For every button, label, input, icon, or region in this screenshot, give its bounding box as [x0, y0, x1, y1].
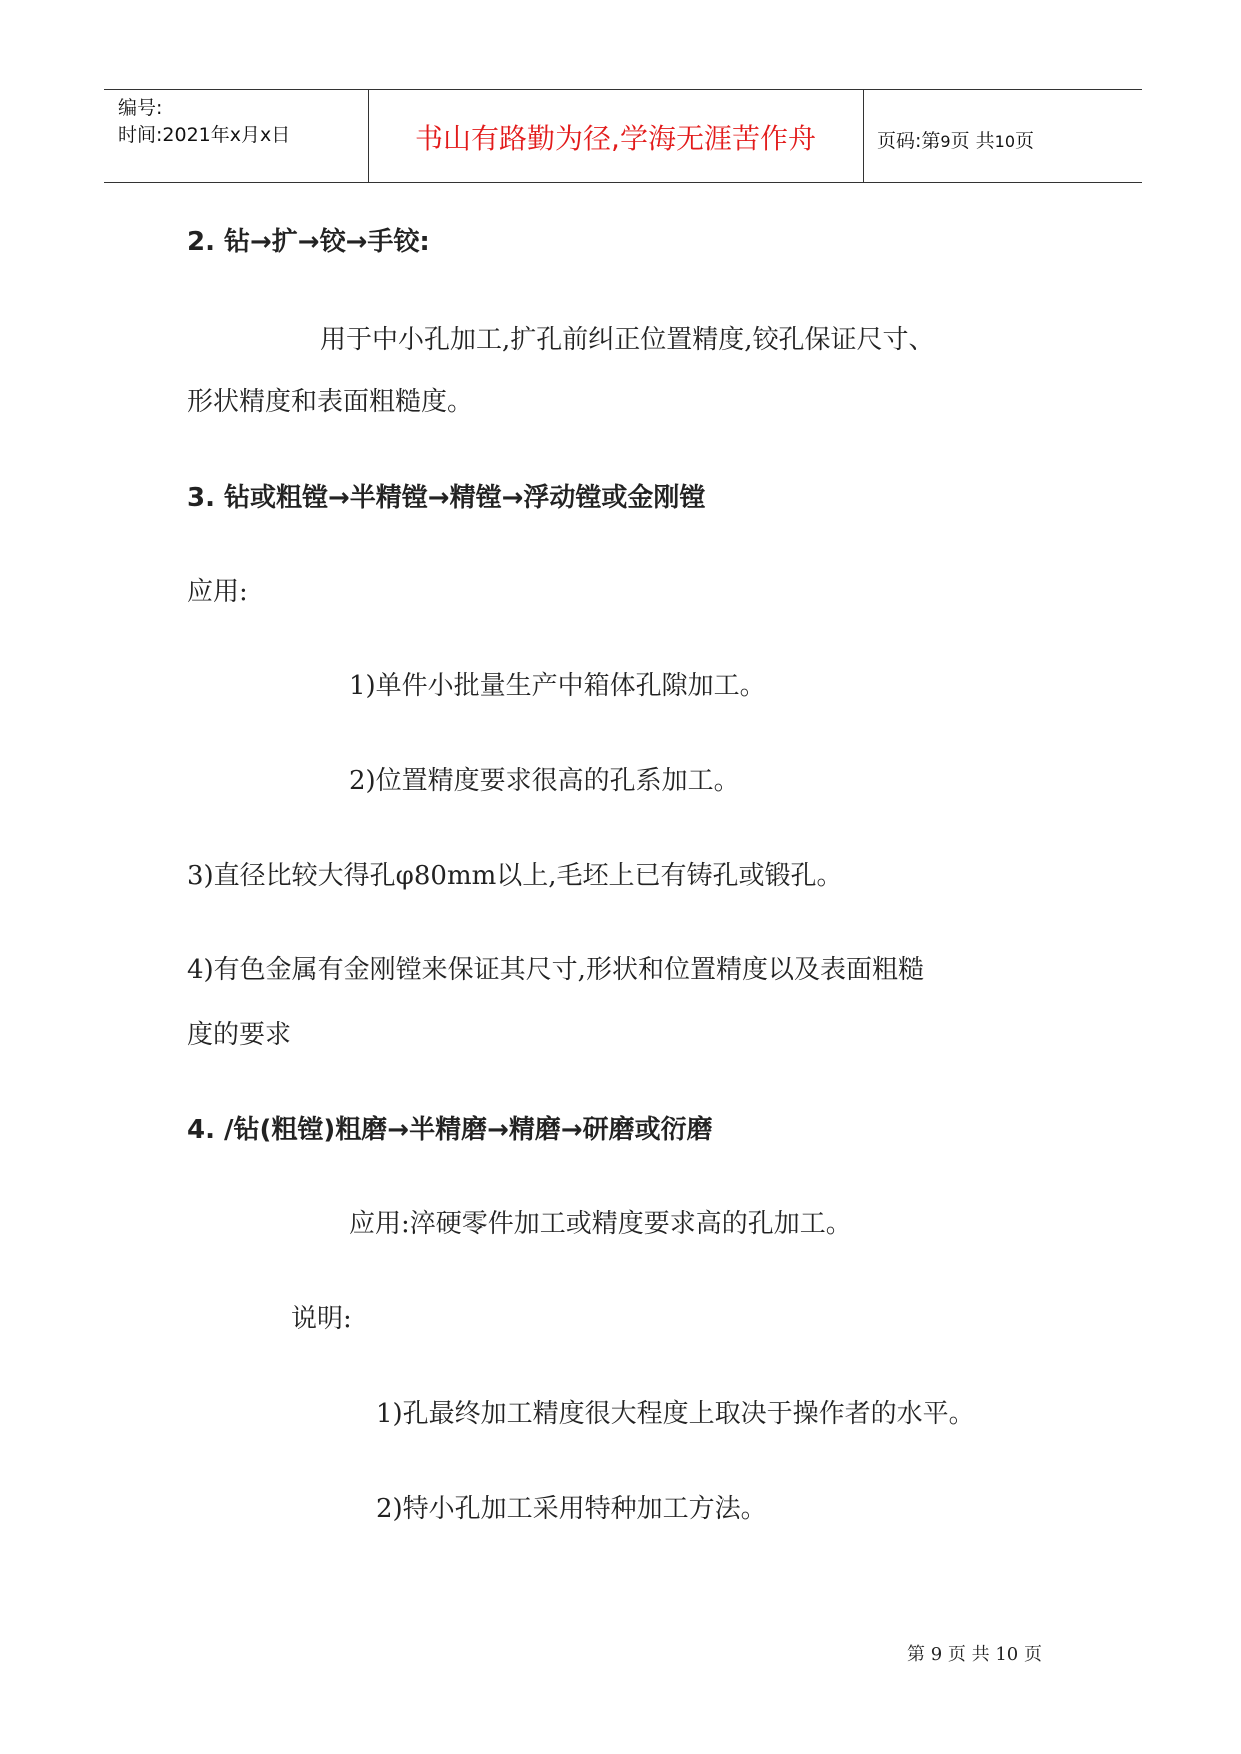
- document-time-label: 时间:2021年x月x日: [118, 124, 291, 146]
- header-page-cell: [863, 90, 1142, 182]
- section-heading-3: 3. 钻或粗镗→半精镗→精镗→浮动镗或金刚镗: [187, 483, 706, 513]
- section-4-application: 应用:淬硬零件加工或精度要求高的孔加工。: [349, 1209, 852, 1239]
- page-header: [104, 89, 1142, 183]
- page-total: 10: [994, 132, 1015, 151]
- application-label: 应用:: [187, 577, 248, 607]
- application-item-4-line-2: 度的要求: [187, 1020, 292, 1050]
- section-heading-4: 4. /钻(粗镗)粗磨→半精磨→精磨→研磨或衍磨: [187, 1115, 713, 1145]
- page-label-post: 页: [1015, 130, 1035, 152]
- paragraph-2-line-1: 用于中小孔加工,扩孔前纠正位置精度,铰孔保证尺寸、: [320, 325, 935, 355]
- application-item-2: 2)位置精度要求很高的孔系加工。: [349, 766, 740, 796]
- header-motto: 书山有路勤为径,学海无涯苦作舟: [415, 122, 816, 155]
- document-number-label: 编号:: [118, 97, 163, 119]
- application-item-4-line-1: 4)有色金属有金刚镗来保证其尺寸,形状和位置精度以及表面粗糙: [187, 955, 924, 985]
- header-motto-cell: [368, 90, 864, 182]
- page-label-pre: 页码:第: [877, 130, 941, 152]
- note-label: 说明:: [291, 1304, 352, 1334]
- note-item-2: 2)特小孔加工采用特种加工方法。: [376, 1494, 767, 1524]
- application-item-3: 3)直径比较大得孔φ80mm以上,毛坯上已有铸孔或锻孔。: [187, 861, 843, 891]
- header-info-cell: [104, 90, 369, 182]
- application-item-1: 1)单件小批量生产中箱体孔隙加工。: [349, 671, 766, 701]
- page-footer: 第 9 页 共 10 页: [907, 1644, 1042, 1665]
- paragraph-2-line-2: 形状精度和表面粗糙度。: [187, 387, 474, 417]
- page-label-mid: 页 共: [950, 130, 995, 152]
- page-current: 9: [940, 132, 951, 151]
- note-item-1: 1)孔最终加工精度很大程度上取决于操作者的水平。: [376, 1399, 975, 1429]
- section-heading-2: 2. 钻→扩→铰→手铰:: [187, 227, 430, 257]
- header-page-number: [877, 126, 1034, 153]
